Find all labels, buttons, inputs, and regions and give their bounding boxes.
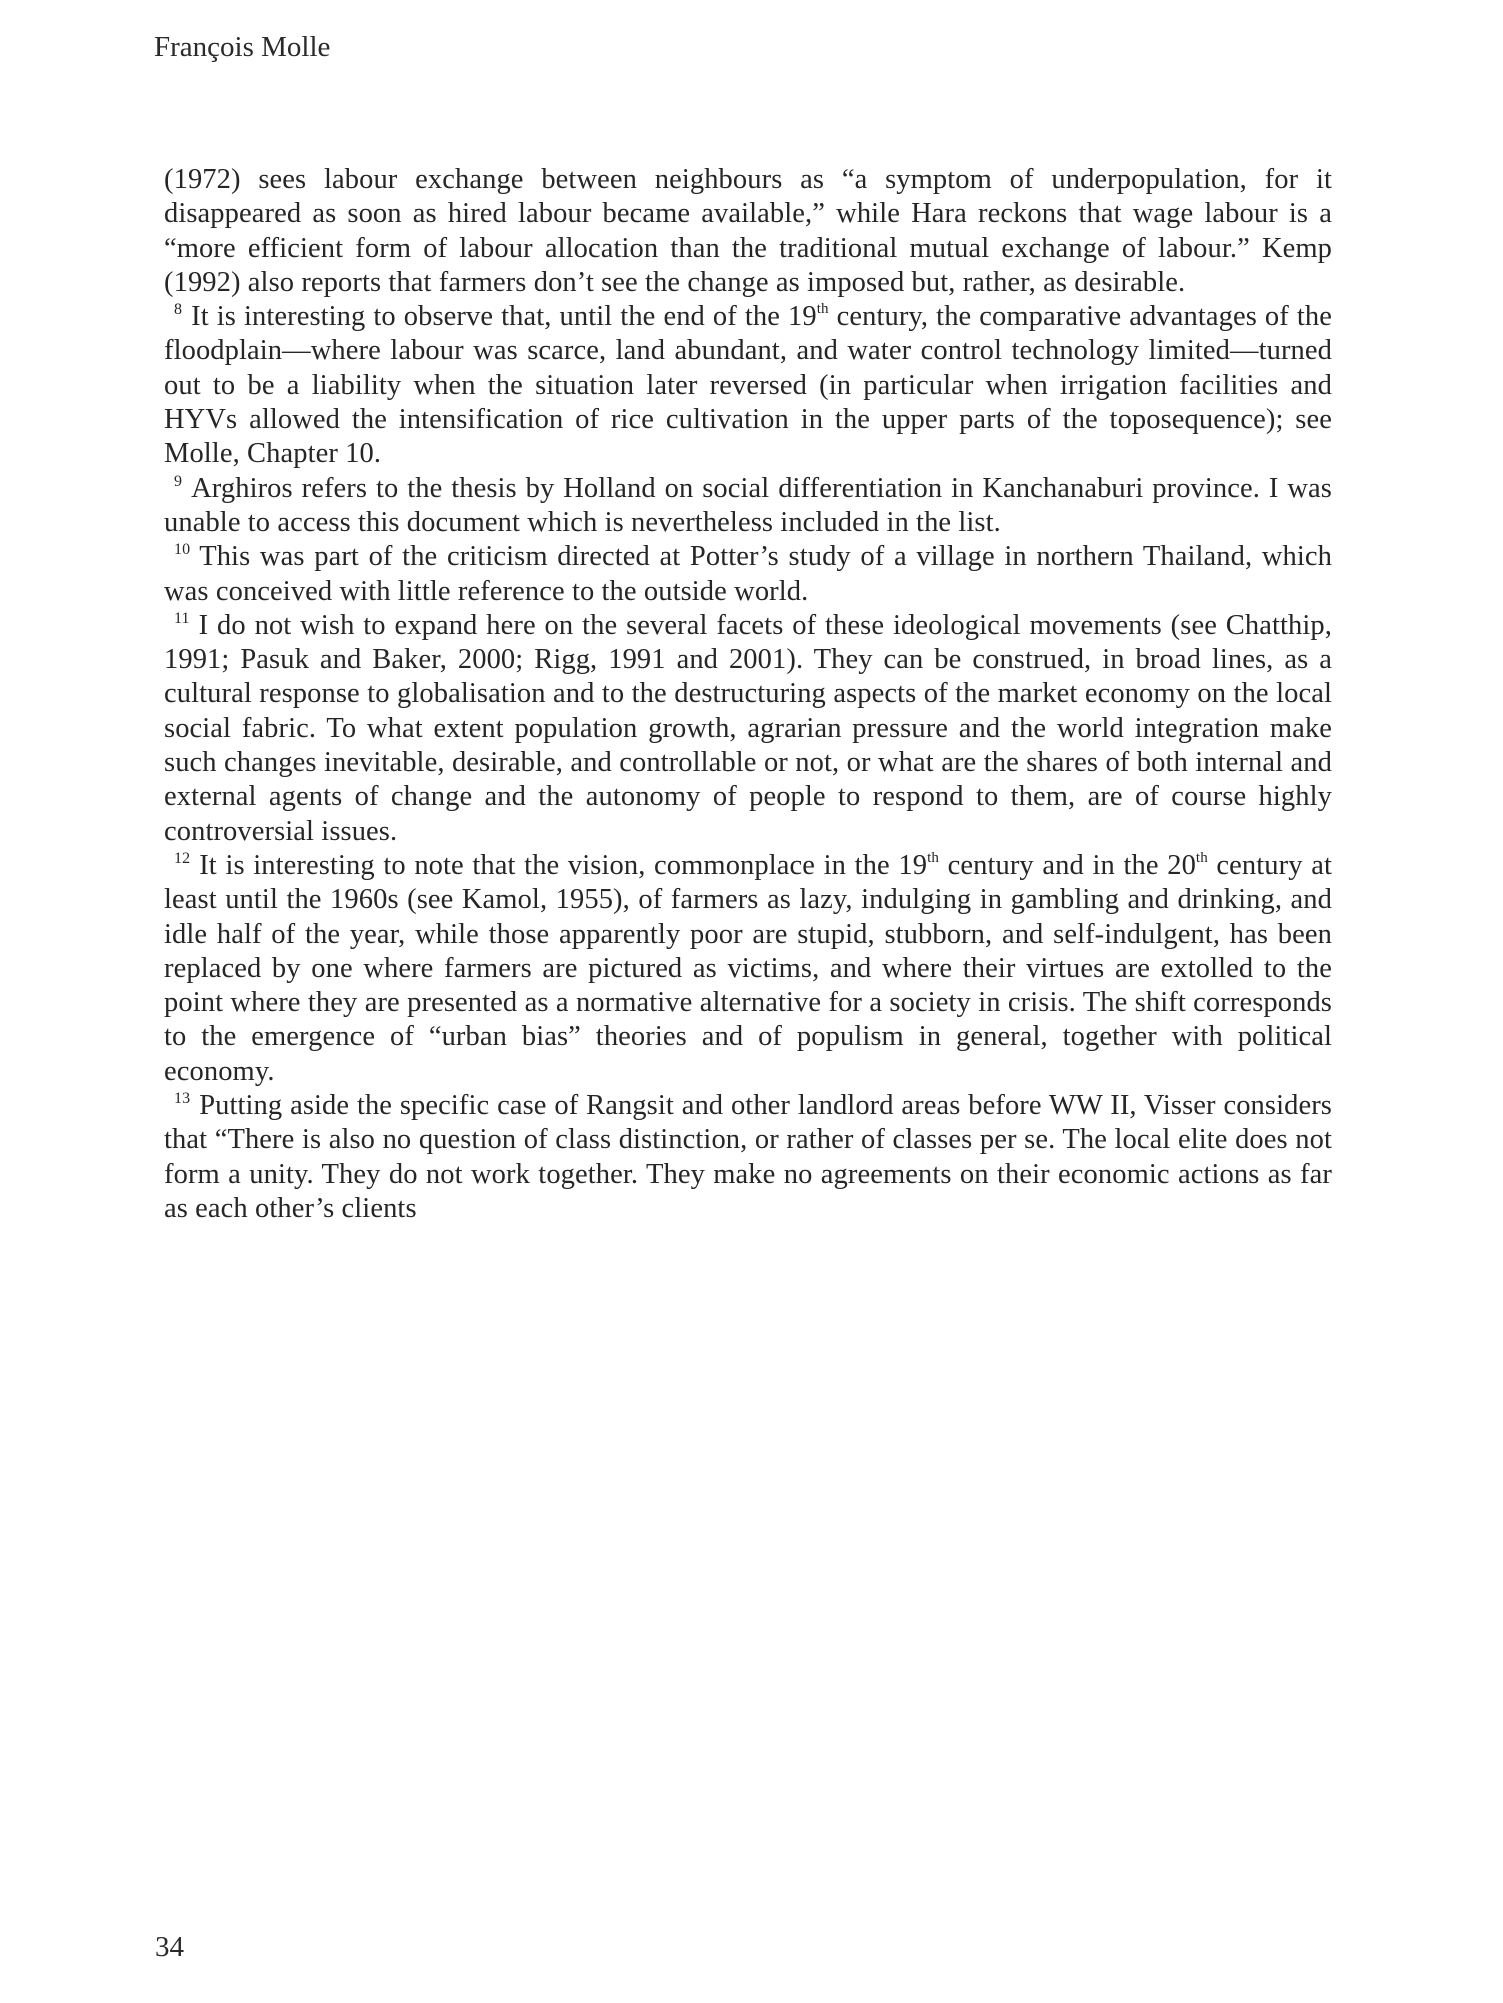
endnote-number: 8 xyxy=(174,301,183,319)
endnote-text: century and in the 20 xyxy=(938,849,1196,881)
endnote-11 xyxy=(164,609,1332,849)
endnote-8 xyxy=(164,300,1332,471)
ordinal-suffix: th xyxy=(1195,849,1208,866)
endnote-number: 11 xyxy=(174,609,190,627)
endnote-text: It is interesting to note that the vision, commonplace in the 19 xyxy=(199,849,928,881)
endnote-number: 9 xyxy=(174,472,183,490)
continued-note-paragraph: (1972) sees labour exchange between neighbours as “a symptom of underpopulation, for it disappeared as soon as hired labour became available,” while Hara reckons that wage labour is a “more efficient form of labour allocation than the traditional mutual exchange of labour.” Kemp (1992) also reports that farmers don’t see the change as imposed but, rather, as desirable. xyxy=(164,164,1332,298)
endnote-number: 13 xyxy=(174,1090,191,1108)
endnote-text: century, the comparative advantages of the floodplain—where labour was scarce, land abundant, and water control technology limited—turned out to be a liability when the situation later reversed (in particular when irrigation facilities and HYVs allowed the intensification of rice cultivation in the upper parts of the toposequence); see Molle, Chapter 10. xyxy=(164,301,1332,470)
page-number: 34 xyxy=(155,1931,184,1963)
endnote-12 xyxy=(164,849,1332,1089)
endnote-text: It is interesting to observe that, until the end of the 19 xyxy=(191,301,817,333)
endnote-text: Arghiros refers to the thesis by Holland on social differentiation in Kanchanaburi province. I was unable to access this document which is nevertheless included in the list. xyxy=(164,472,1332,538)
endnote-9 xyxy=(164,472,1332,541)
endnote-text: I do not wish to expand here on the several facets of these ideological movements (see Chatthip, 1991; Pasuk and Baker, 2000; Rigg, 1991 and 2001). They can be construed, in broad lines, as a cultural response to globalisation and to the destructuring aspects of the market economy on the local social fabric. To what extent population growth, agrarian pressure and the world integration make such changes inevitable, desirable, and controllable or not, or what are the shares of both internal and external agents of change and the autonomy of people to respond to them, are of course highly controversial issues. xyxy=(164,609,1332,847)
ordinal-suffix: th xyxy=(927,849,939,866)
endnotes-body xyxy=(164,163,1332,1226)
running-head-author: François Molle xyxy=(154,31,331,63)
endnote-text: century at least until the 1960s (see Kamol, 1955), of farmers as lazy, indulging in gambling and drinking, and idle half of the year, while those apparently poor are stupid, stubborn, and self-indulgent, has been replaced by one where farmers are pictured as victims, and where their virtues are extolled to the point where they are presented as a normative alternative for a society in crisis. The shift corresponds to the emergence of “urban bias” theories and of populism in general, together with political economy. xyxy=(164,849,1332,1087)
endnote-10 xyxy=(164,540,1332,609)
endnote-number: 10 xyxy=(174,541,191,559)
endnote-text: This was part of the criticism directed at Potter’s study of a village in northern Thailand, which was conceived with little reference to the outside world. xyxy=(164,541,1332,607)
endnote-13 xyxy=(164,1089,1332,1226)
endnote-number: 12 xyxy=(174,849,191,867)
ordinal-suffix: th xyxy=(816,301,829,318)
endnote-text: Putting aside the specific case of Rangsit and other landlord areas before WW II, Visser considers that “There is also no question of class distinction, or rather of classes per se. The local elite does not form a unity. They do not work together. They make no agreements on their economic actions as far as each other’s clients xyxy=(164,1090,1332,1224)
